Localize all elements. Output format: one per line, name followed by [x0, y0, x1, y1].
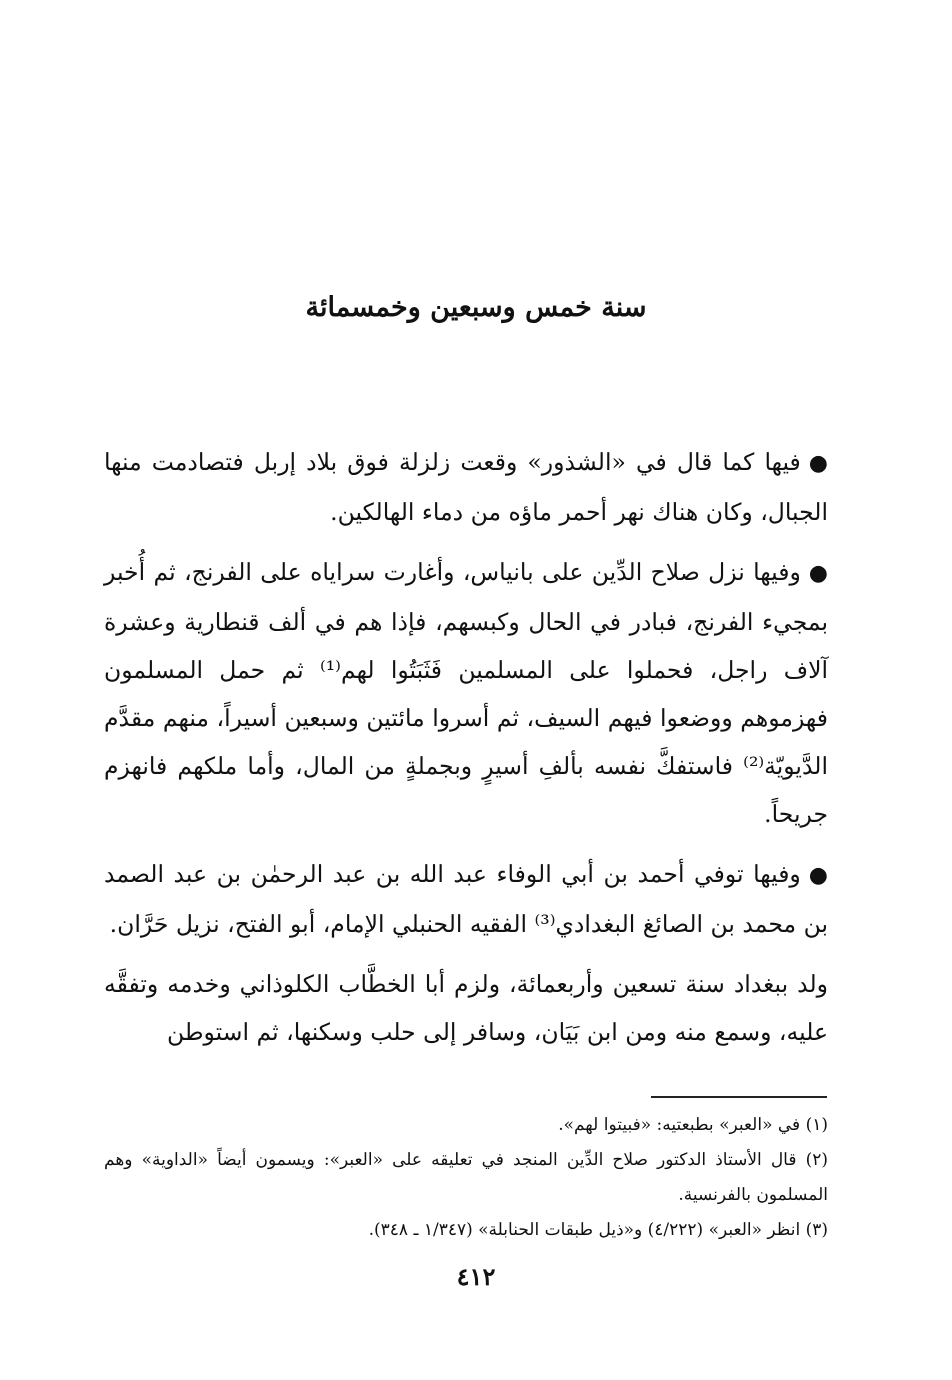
paragraph-earthquake	[104, 438, 828, 536]
paragraph-text: وفيها نزل صلاح الدِّين على بانياس، وأغارت سراياه على الفرنج، ثم أُخبر بمجيء الفرنج، فبادر في الحال وكبسهم، فإذا هم في ألف قنطارية وعشرة آلاف راجل، فحملوا على المسلمين فَثَبَتُوا لهم⁽¹⁾ ثم حمل المسلمون فهزموهم ووضعوا فيهم السيف، ثم أسروا مائتين وسبعين أسيراً، منهم مقدَّم الدَّيويّة⁽²⁾ فاستفكَّ نفسه بألفِ أسيرٍ وبجملةٍ من المال، وأما ملكهم فانهزم جريحاً.	[104, 558, 828, 828]
section-title: سنة خمس وسبعين وخمسمائة	[305, 292, 647, 323]
bullet-icon: ●	[808, 561, 828, 586]
bullet-icon: ●	[808, 451, 828, 476]
paragraph-text: وفيها توفي أحمد بن أبي الوفاء عبد الله بن عبد الرحمٰن بن عبد الصمد بن محمد بن الصائغ البغدادي⁽³⁾ الفقيه الحنبلي الإمام، أبو الفتح، نزيل حَرَّان.	[104, 860, 828, 938]
footnote-separator	[651, 1096, 827, 1098]
paragraph-biography	[104, 960, 828, 1056]
paragraph-text: فيها كما قال في «الشذور» وقعت زلزلة فوق بلاد إربل فتصادمت منها الجبال، وكان هناك نهر أحمر ماؤه من دماء الهالكين.	[104, 448, 828, 526]
bullet-icon: ●	[808, 863, 828, 888]
footnote-2: (٢) قال الأستاذ الدكتور صلاح الدِّين المنجد في تعليقه على «العبر»: ويسمون أيضاً «الداوية» وهم المسلمون بالفرنسية.	[104, 1150, 828, 1205]
paragraph-banias-battle	[104, 548, 828, 838]
footnote-3: (٣) انظر «العبر» (٤/٢٢٢) و«ذيل طبقات الحنابلة» (١/٣٤٧ ـ ٣٤٨).	[368, 1220, 828, 1240]
paragraph-text: ولد ببغداد سنة تسعين وأربعمائة، ولزم أبا الخطَّاب الكلوذاني وخدمه وتفقَّه عليه، وسمع منه ومن ابن بَيَان، وسافر إلى حلب وسكنها، ثم استوطن	[104, 970, 828, 1046]
page-number: ٤١٢	[456, 1262, 496, 1291]
footnotes	[104, 1108, 828, 1248]
footnote-1: (١) في «العبر» بطبعتيه: «فبيتوا لهم».	[558, 1115, 828, 1135]
main-text	[104, 438, 828, 1056]
paragraph-death-notice	[104, 850, 828, 948]
